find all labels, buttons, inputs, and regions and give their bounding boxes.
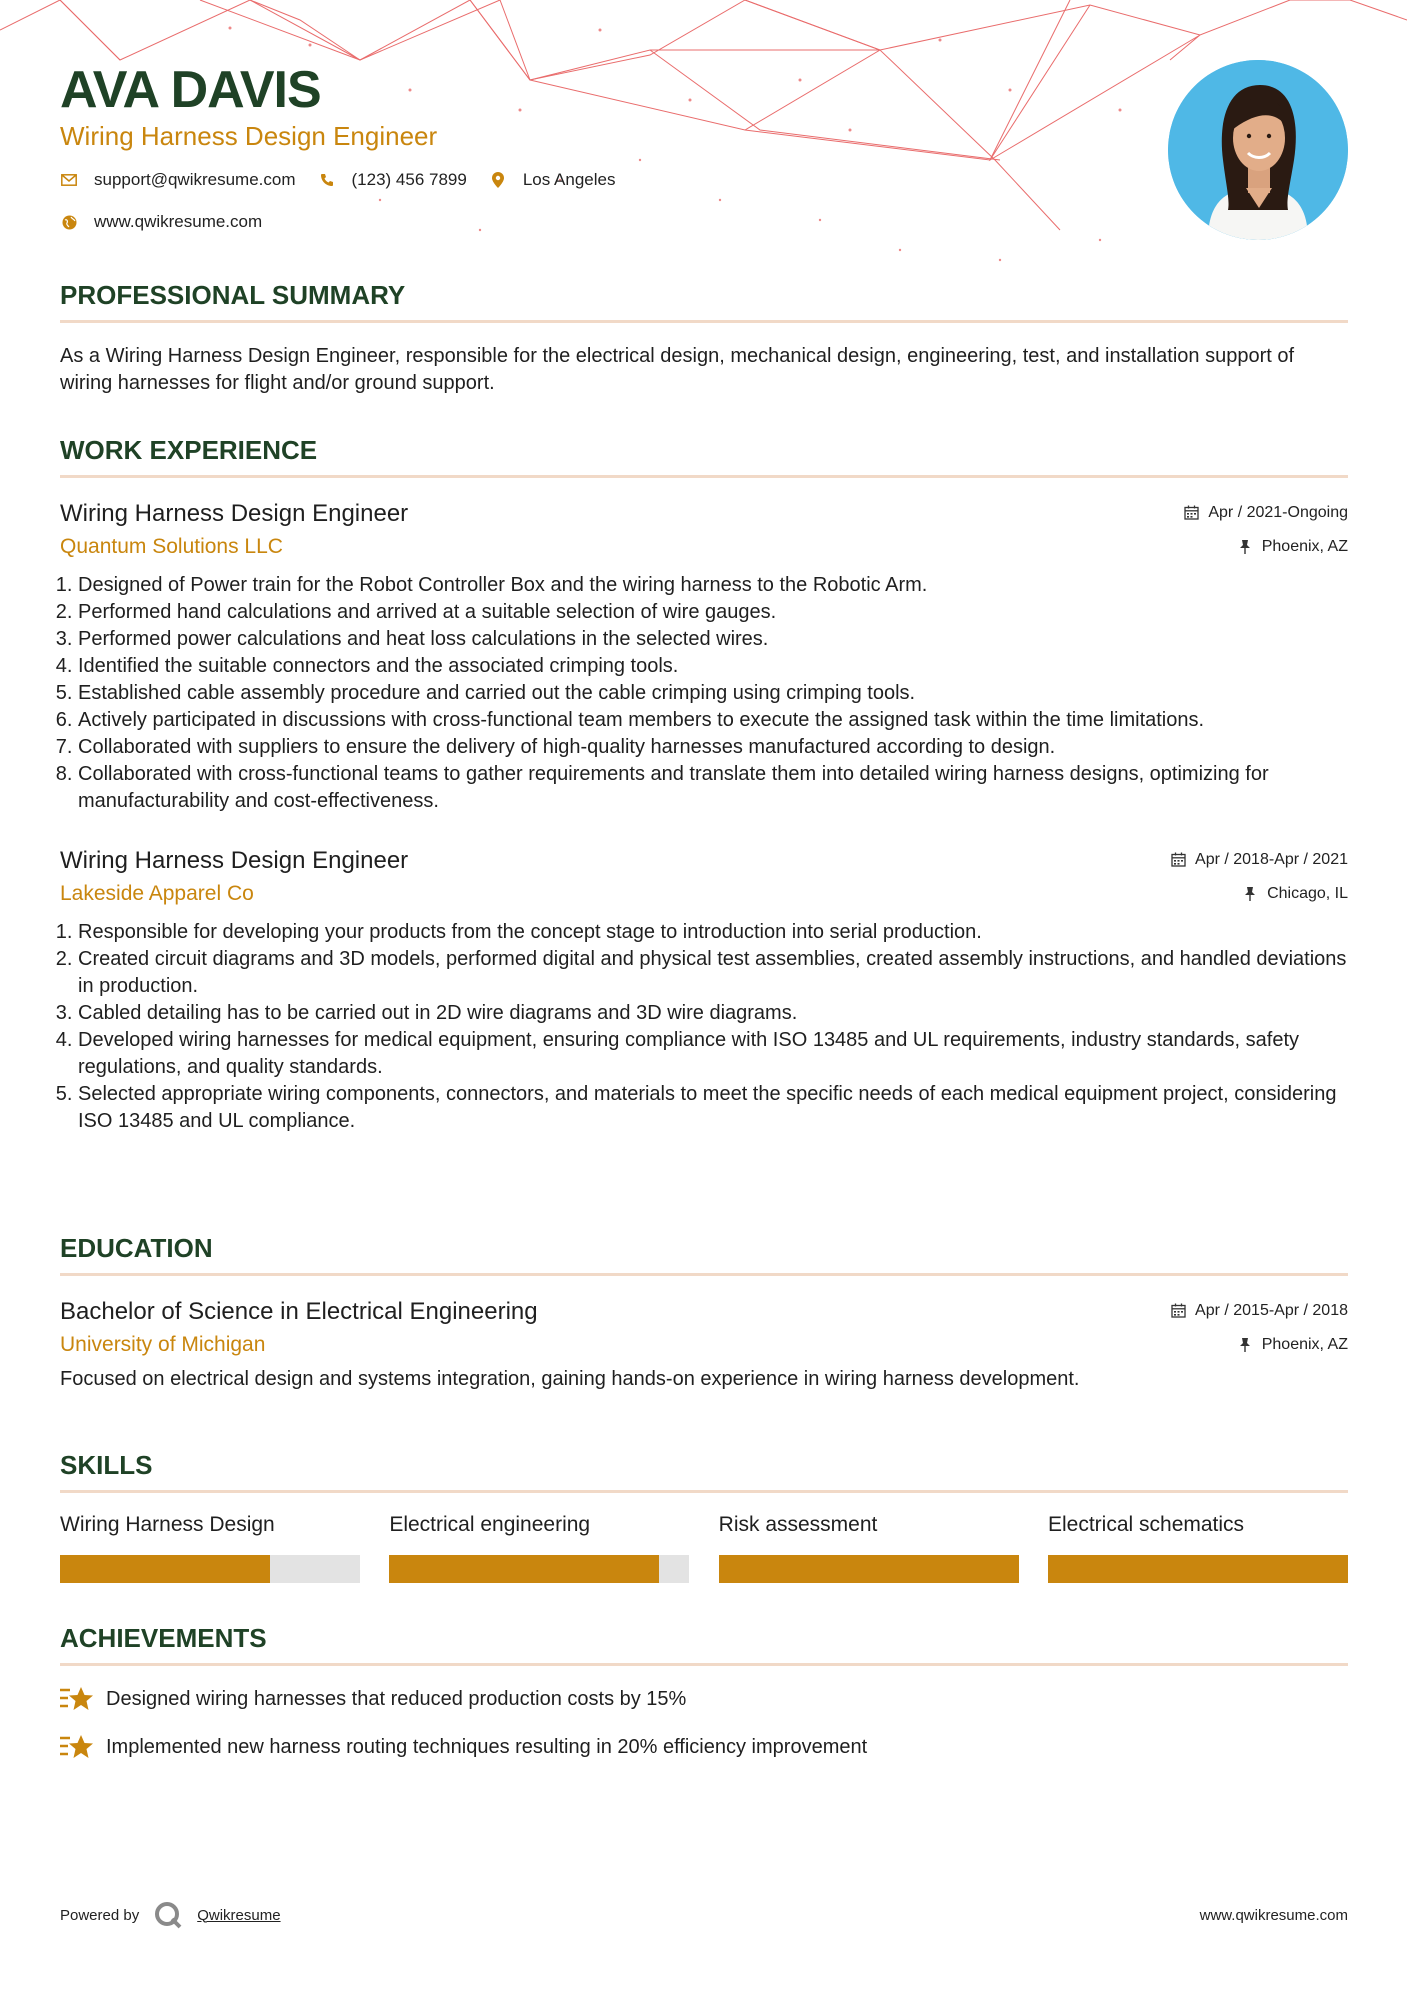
- bullet-item: 8. Collaborated with cross-functional teams to gather requirements and translate them into detailed wiring harness designs, optimizing for manufacturability and cost-effectiveness.: [78, 761, 1348, 815]
- bullet-item: 5. Selected appropriate wiring components, connectors, and materials to meet the specific needs of each medical equipment project, considering ISO 13485 and UL compliance.: [78, 1081, 1348, 1135]
- skill-bar: [60, 1555, 360, 1583]
- map-pin-icon: [489, 171, 507, 189]
- phone-icon: [318, 171, 336, 189]
- job-location-text: Phoenix, AZ: [1261, 538, 1348, 555]
- footer-website[interactable]: www.qwikresume.com: [1199, 1906, 1348, 1924]
- school-name: University of Michigan: [60, 1333, 266, 1356]
- skill-item: [60, 1511, 360, 1583]
- skill-name: Wiring Harness Design: [60, 1513, 275, 1536]
- skills-list: [60, 1511, 1348, 1583]
- job-title: Wiring Harness Design Engineer: [60, 500, 409, 527]
- skill-name: Electrical engineering: [389, 1513, 591, 1536]
- job-date: [1171, 851, 1348, 869]
- email-text: support@qwikresume.com: [94, 170, 296, 189]
- job-bullets: [60, 919, 1348, 1135]
- resume-header: [60, 60, 637, 232]
- job-bullets: [60, 572, 1348, 815]
- job-location: [1243, 885, 1348, 903]
- bullet-item: 2. Performed hand calculations and arrived at a suitable selection of wire gauges.: [78, 599, 1348, 626]
- pushpin-icon: [1238, 539, 1254, 555]
- skill-name: Risk assessment: [718, 1513, 878, 1536]
- skill-item: [1048, 1511, 1348, 1583]
- profile-photo: [1168, 60, 1348, 240]
- skill-bar: [1048, 1555, 1348, 1583]
- bullet-item: 6. Actively participated in discussions with cross-functional team members to execute the assigned task within the time limitations.: [78, 707, 1348, 734]
- degree-title: Bachelor of Science in Electrical Engineering: [60, 1298, 538, 1325]
- footer: [60, 1900, 1348, 1930]
- skill-bar-fill: [1048, 1555, 1348, 1583]
- achievement-text: Implemented new harness routing techniques resulting in 20% efficiency improvement: [106, 1736, 868, 1758]
- skill-item: [389, 1511, 689, 1583]
- education-section: [60, 1233, 1348, 1393]
- achievements-section: [60, 1623, 1348, 1762]
- job-entry: [60, 845, 1348, 1135]
- phone-text: (123) 456 7899: [351, 170, 467, 189]
- company-name: Lakeside Apparel Co: [60, 882, 254, 905]
- achievement-item: [60, 1732, 1348, 1762]
- contact-email[interactable]: [60, 170, 296, 190]
- achievement-item: [60, 1684, 1348, 1714]
- pushpin-icon: [1243, 886, 1259, 902]
- achievement-text: Designed wiring harnesses that reduced production costs by 15%: [106, 1688, 687, 1710]
- job-date-text: Apr / 2021-Ongoing: [1208, 504, 1348, 521]
- candidate-name: AVA DAVIS: [60, 61, 321, 119]
- skill-bar-fill: [60, 1555, 270, 1583]
- calendar-icon: [1184, 505, 1200, 521]
- calendar-icon: [1171, 852, 1187, 868]
- bullet-item: 2. Created circuit diagrams and 3D models, performed digital and physical test assemblies, created assembly instructions, and handled deviations in production.: [78, 946, 1348, 1000]
- contact-row: [60, 170, 637, 190]
- star-badge-icon: [60, 1732, 94, 1762]
- skill-bar-fill: [719, 1555, 1019, 1583]
- summary-heading: PROFESSIONAL SUMMARY: [60, 280, 1348, 323]
- skill-name: Electrical schematics: [1047, 1513, 1245, 1536]
- education-heading: EDUCATION: [60, 1233, 1348, 1276]
- candidate-role: Wiring Harness Design Engineer: [60, 121, 438, 151]
- education-location: [1238, 1336, 1348, 1354]
- experience-section: [60, 435, 1348, 1135]
- job-title: Wiring Harness Design Engineer: [60, 847, 409, 874]
- qwikresume-link[interactable]: Qwikresume: [197, 1906, 281, 1924]
- skill-item: [719, 1511, 1019, 1583]
- contact-row-2: [60, 212, 637, 232]
- education-location-text: Phoenix, AZ: [1261, 1336, 1348, 1353]
- skills-section: [60, 1450, 1348, 1583]
- skill-bar: [719, 1555, 1019, 1583]
- bullet-item: 3. Cabled detailing has to be carried out in 2D wire diagrams and 3D wire diagrams.: [78, 1000, 1348, 1027]
- company-name: Quantum Solutions LLC: [60, 535, 283, 558]
- bullet-item: 5. Established cable assembly procedure and carried out the cable crimping using crimping tools.: [78, 680, 1348, 707]
- summary-section: [60, 280, 1348, 397]
- skills-heading: SKILLS: [60, 1450, 1348, 1493]
- globe-icon: [60, 213, 78, 231]
- envelope-icon: [60, 171, 78, 189]
- education-date-text: Apr / 2015-Apr / 2018: [1195, 1302, 1348, 1319]
- bullet-item: 3. Performed power calculations and heat loss calculations in the selected wires.: [78, 626, 1348, 653]
- summary-text: As a Wiring Harness Design Engineer, responsible for the electrical design, mechanical design, engineering, test, and installation support of wiring harnesses for flight and/or ground support.: [60, 345, 1295, 394]
- qwikresume-logo-icon: [153, 1900, 183, 1930]
- star-badge-icon: [60, 1684, 94, 1714]
- skill-bar: [389, 1555, 689, 1583]
- job-location: [1238, 538, 1348, 556]
- bullet-item: 4. Identified the suitable connectors and the associated crimping tools.: [78, 653, 1348, 680]
- calendar-icon: [1171, 1303, 1187, 1319]
- job-location-text: Chicago, IL: [1267, 885, 1348, 902]
- powered-by-label: Powered by: [60, 1906, 140, 1924]
- education-date: [1171, 1302, 1348, 1320]
- job-date-text: Apr / 2018-Apr / 2021: [1195, 851, 1348, 868]
- location-text: Los Angeles: [522, 170, 616, 189]
- job-entry: [60, 498, 1348, 815]
- job-date: [1184, 504, 1348, 522]
- achievements-heading: ACHIEVEMENTS: [60, 1623, 1348, 1666]
- education-entry: [60, 1296, 1348, 1393]
- contact-website[interactable]: [60, 212, 262, 232]
- website-text: www.qwikresume.com: [94, 212, 263, 231]
- bullet-item: 7. Collaborated with suppliers to ensure the delivery of high-quality harnesses manufactured according to design.: [78, 734, 1348, 761]
- skill-bar-fill: [389, 1555, 659, 1583]
- bullet-item: 1. Designed of Power train for the Robot Controller Box and the wiring harness to the Robotic Arm.: [78, 572, 1348, 599]
- contact-phone[interactable]: [318, 170, 467, 190]
- contact-location: [489, 170, 616, 190]
- bullet-item: 1. Responsible for developing your products from the concept stage to introduction into serial production.: [78, 919, 1348, 946]
- education-text: Focused on electrical design and systems integration, gaining hands-on experience in wiring harness development.: [60, 1368, 1080, 1390]
- experience-heading: WORK EXPERIENCE: [60, 435, 1348, 478]
- pushpin-icon: [1238, 1337, 1254, 1353]
- bullet-item: 4. Developed wiring harnesses for medical equipment, ensuring compliance with ISO 13485 and UL requirements, industry standards, safety regulations, and quality standards.: [78, 1027, 1348, 1081]
- powered-by: [60, 1900, 281, 1930]
